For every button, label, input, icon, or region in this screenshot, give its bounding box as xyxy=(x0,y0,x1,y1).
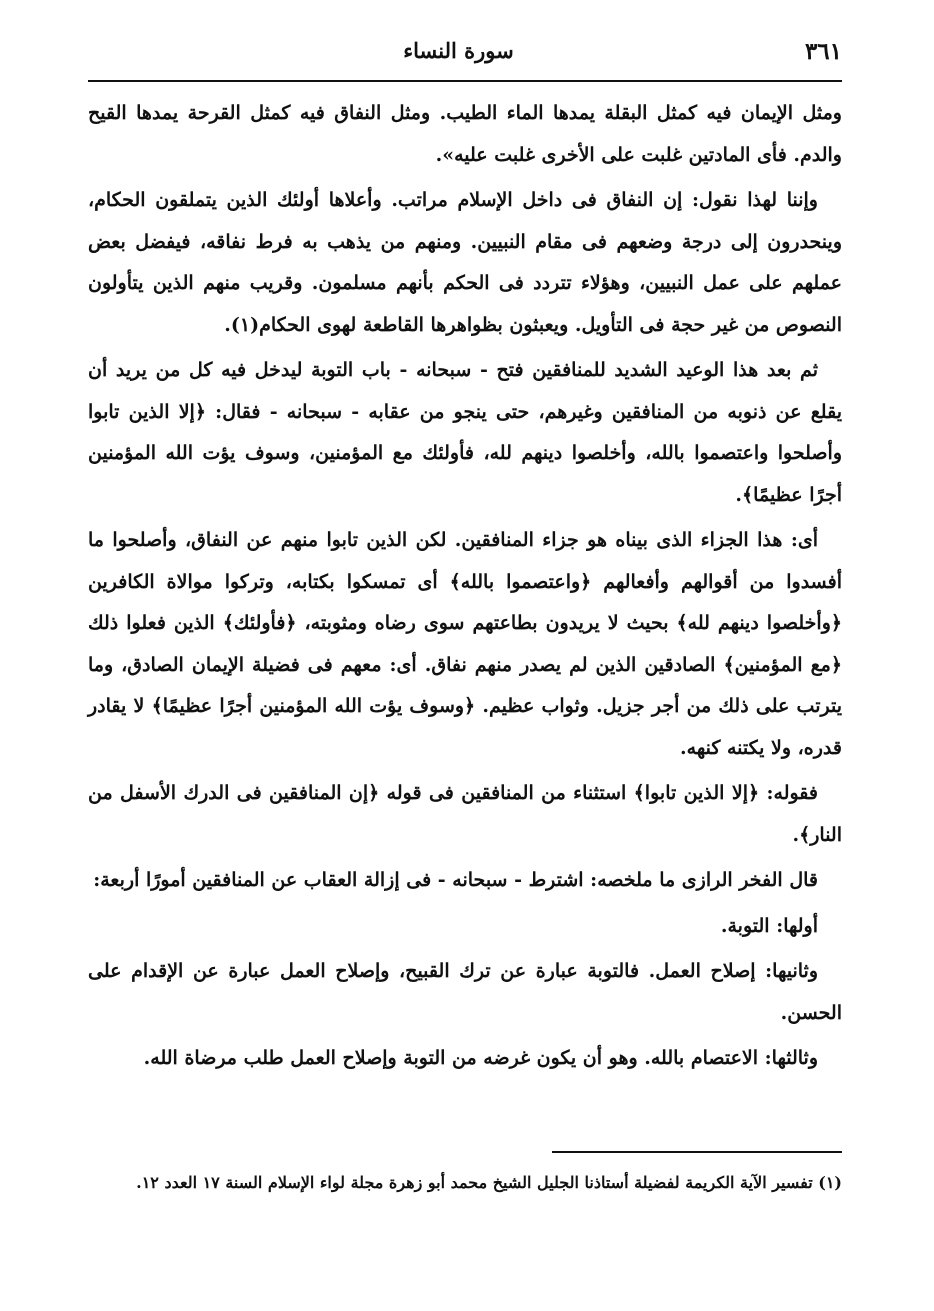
header-divider xyxy=(88,80,842,82)
page-body xyxy=(88,93,842,1084)
paragraph-1: ومثل الإيمان فيه كمثل البقلة يمدها الماء الطيب. ومثل النفاق فيه كمثل القرحة يمدها القيح والدم. فأى المادتين غلبت على الأخرى غلبت عليه». xyxy=(88,102,842,166)
surah-title: سورة النساء xyxy=(403,38,514,63)
footnote-divider xyxy=(552,1151,842,1153)
page-number: ٣٦١ xyxy=(804,38,842,65)
paragraph-6: قال الفخر الرازى ما ملخصه: اشترط - سبحانه - فى إزالة العقاب عن المنافقين أمورًا أربعة: xyxy=(93,869,818,891)
paragraph-3: ثم بعد هذا الوعيد الشديد للمنافقين فتح - سبحانه - باب التوبة ليدخل فيه كل من يريد أن يقلع عن ذنوبه من المنافقين وغيرهم، حتى ينجو من عقابه - سبحانه - فقال: ﴿إلا الذين تابوا وأصلحوا واعتصموا بالله، وأخلصوا دينهم لله، فأولئك مع المؤمنين، وسوف يؤت الله المؤمنين أجرًا عظيمًا﴾. xyxy=(88,359,842,506)
footnote: (١) تفسير الآية الكريمة لفضيلة أستاذنا الجليل الشيخ محمد أبو زهرة مجلة لواء الإسلام السنة ١٧ العدد ١٢. xyxy=(136,1173,842,1192)
paragraph-7: أولها: التوبة. xyxy=(720,914,818,937)
paragraph-2: وإننا لهذا نقول: إن النفاق فى داخل الإسلام مراتب. وأعلاها أولئك الذين يتملقون الحكام، وينحدرون إلى درجة وضعهم فى مقام النبيين. ومنهم من يذهب به فرط نفاقه، فيفضل بعض عملهم على عمل النبيين، وهؤلاء تتردد فى الحكم بأنهم مسلمون. وقريب منهم الذين يتأولون النصوص من غير حجة فى التأويل. ويعبثون بظواهرها القاطعة لهوى الحكام(١). xyxy=(88,189,842,336)
paragraph-8: وثانيها: إصلاح العمل. فالتوبة عبارة عن ترك القبيح، وإصلاح العمل عبارة عن الإقدام على الحسن. xyxy=(88,960,842,1024)
paragraph-9: وثالثها: الاعتصام بالله. وهو أن يكون غرضه من التوبة وإصلاح العمل طلب مرضاة الله. xyxy=(143,1047,818,1069)
paragraph-5: فقوله: ﴿إلا الذين تابوا﴾ استثناء من المنافقين فى قوله ﴿إن المنافقين فى الدرك الأسفل من النار﴾. xyxy=(88,782,842,846)
page-header xyxy=(75,36,842,76)
paragraph-4: أى: هذا الجزاء الذى بيناه هو جزاء المنافقين. لكن الذين تابوا منهم عن النفاق، وأصلحوا ما أفسدوا من أقوالهم وأفعالهم ﴿واعتصموا بالله﴾ أى تمسكوا بكتابه، وتركوا موالاة الكافرين ﴿وأخلصوا دينهم لله﴾ بحيث لا يريدون بطاعتهم سوى رضاه ومثوبته، ﴿فأولئك﴾ الذين فعلوا ذلك ﴿مع المؤمنين﴾ الصادقين الذين لم يصدر منهم نفاق. أى: معهم فى فضيلة الإيمان الصادق، وما يترتب على ذلك من أجر جزيل. وثواب عظيم. ﴿وسوف يؤت الله المؤمنين أجرًا عظيمًا﴾ لا يقادر قدره، ولا يكتنه كنهه. xyxy=(88,529,842,759)
